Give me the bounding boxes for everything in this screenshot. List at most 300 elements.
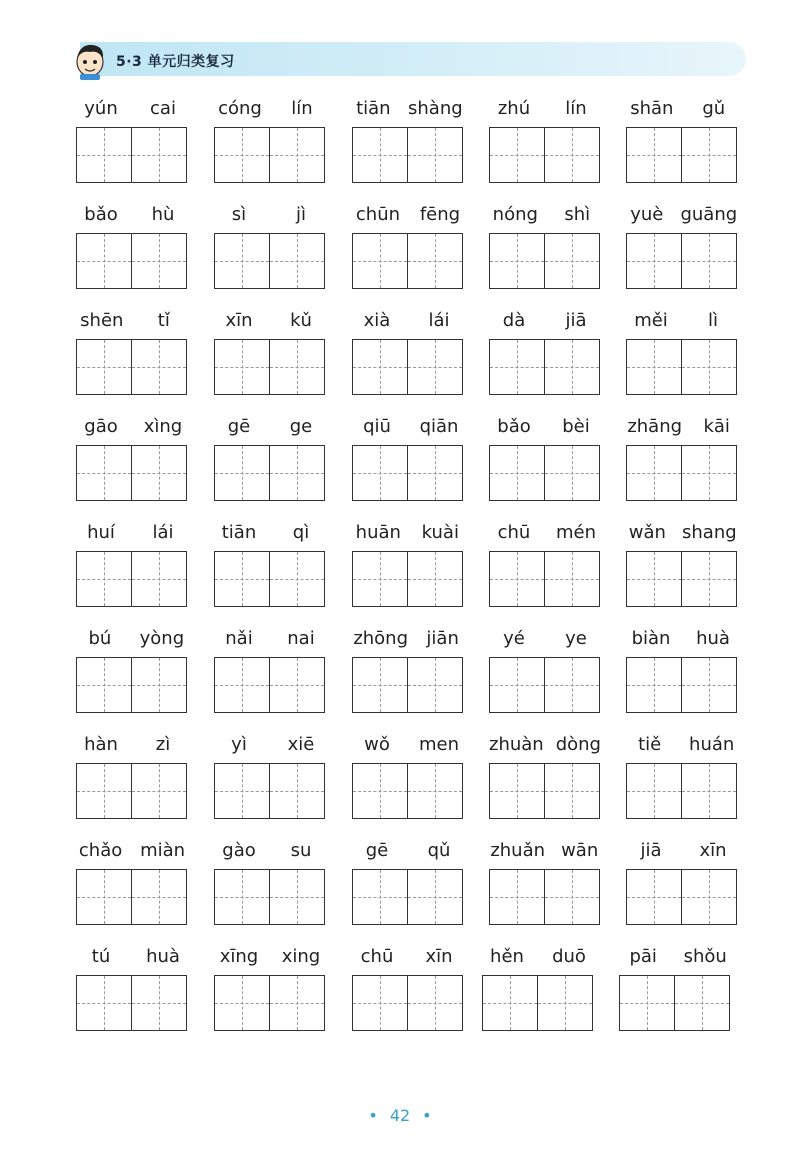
tianzige-writing-box[interactable]	[408, 975, 463, 1031]
writing-box-pair	[352, 339, 464, 395]
tianzige-writing-box[interactable]	[214, 657, 270, 713]
tianzige-writing-box[interactable]	[214, 869, 270, 925]
tianzige-writing-box[interactable]	[76, 551, 132, 607]
pinyin-syllable: tiān	[221, 521, 257, 543]
tianzige-writing-box[interactable]	[545, 869, 600, 925]
tianzige-writing-box[interactable]	[352, 233, 408, 289]
word-cell	[76, 943, 188, 1043]
word-cell	[489, 731, 601, 831]
tianzige-writing-box[interactable]	[132, 127, 187, 183]
writing-box-pair	[489, 233, 601, 289]
writing-box-pair	[76, 657, 188, 713]
writing-box-pair	[76, 975, 188, 1031]
writing-box-pair	[214, 339, 326, 395]
word-cell	[214, 307, 326, 407]
footer-dot-left: •	[368, 1106, 378, 1125]
tianzige-writing-box[interactable]	[682, 127, 737, 183]
pinyin-syllable: měi	[634, 309, 668, 331]
tianzige-writing-box[interactable]	[76, 233, 132, 289]
word-cell	[626, 307, 738, 407]
pinyin-label	[208, 837, 332, 863]
pinyin-label	[208, 943, 332, 969]
tianzige-writing-box[interactable]	[76, 657, 132, 713]
tianzige-writing-box[interactable]	[626, 763, 682, 819]
writing-box-pair	[214, 233, 326, 289]
writing-box-pair	[352, 975, 464, 1031]
word-cell	[352, 731, 464, 831]
tianzige-writing-box[interactable]	[270, 551, 325, 607]
tianzige-writing-box[interactable]	[682, 233, 737, 289]
pinyin-label	[483, 625, 607, 651]
word-cell	[76, 201, 188, 301]
pinyin-label	[208, 201, 332, 227]
tianzige-writing-box[interactable]	[545, 763, 600, 819]
tianzige-writing-box[interactable]	[352, 339, 408, 395]
tianzige-writing-box[interactable]	[214, 975, 270, 1031]
pinyin-label	[70, 943, 194, 969]
writing-box-pair	[214, 657, 326, 713]
tianzige-writing-box[interactable]	[132, 869, 187, 925]
pinyin-syllable: yún	[84, 97, 118, 119]
writing-box-pair	[214, 975, 326, 1031]
word-cell	[489, 837, 601, 937]
word-cell	[352, 519, 464, 619]
pinyin-syllable: shì	[564, 203, 591, 225]
writing-box-pair	[626, 445, 738, 501]
pinyin-syllable: lái	[428, 309, 450, 331]
pinyin-syllable: shān	[630, 97, 674, 119]
writing-box-pair	[352, 657, 464, 713]
pinyin-syllable: zì	[155, 733, 171, 755]
pinyin-label	[346, 731, 470, 757]
tianzige-writing-box[interactable]	[132, 657, 187, 713]
writing-box-pair	[214, 127, 326, 183]
pinyin-label	[70, 307, 194, 333]
pinyin-syllable: biàn	[631, 627, 671, 649]
tianzige-writing-box[interactable]	[626, 869, 682, 925]
pinyin-syllable: tiě	[638, 733, 662, 755]
word-cell	[214, 201, 326, 301]
tianzige-writing-box[interactable]	[626, 551, 682, 607]
pinyin-syllable: xià	[363, 309, 391, 331]
tianzige-writing-box[interactable]	[489, 127, 545, 183]
pinyin-syllable: chū	[497, 521, 531, 543]
tianzige-writing-box[interactable]	[408, 763, 463, 819]
writing-box-pair	[482, 975, 594, 1031]
pinyin-label	[70, 519, 194, 545]
word-cell	[214, 837, 326, 937]
pinyin-syllable: miàn	[140, 839, 186, 861]
writing-box-pair	[352, 551, 464, 607]
pinyin-syllable: xing	[281, 945, 321, 967]
tianzige-writing-box[interactable]	[682, 763, 737, 819]
pinyin-label	[346, 943, 470, 969]
pinyin-syllable: xìng	[143, 415, 183, 437]
pinyin-syllable: gē	[227, 415, 251, 437]
word-cell	[76, 95, 188, 195]
pinyin-syllable: dòng	[555, 733, 601, 755]
tianzige-writing-box[interactable]	[408, 445, 463, 501]
word-cell	[76, 837, 188, 937]
word-cell	[352, 201, 464, 301]
pinyin-label	[476, 943, 600, 969]
pinyin-syllable: chūn	[355, 203, 401, 225]
tianzige-writing-box[interactable]	[270, 763, 325, 819]
writing-box-pair	[76, 445, 188, 501]
pinyin-syllable: gào	[222, 839, 256, 861]
pinyin-syllable: huà	[146, 945, 180, 967]
pinyin-syllable: zhōng	[353, 627, 409, 649]
tianzige-writing-box[interactable]	[482, 975, 538, 1031]
pinyin-label	[620, 413, 744, 439]
tianzige-writing-box[interactable]	[352, 551, 408, 607]
writing-box-pair	[489, 657, 601, 713]
pinyin-syllable: lì	[707, 309, 718, 331]
word-cell	[626, 413, 738, 513]
writing-box-pair	[626, 869, 738, 925]
tianzige-writing-box[interactable]	[545, 551, 600, 607]
pinyin-label	[620, 625, 744, 651]
tianzige-writing-box[interactable]	[76, 975, 132, 1031]
pinyin-label	[483, 95, 607, 121]
word-cell	[352, 837, 464, 937]
writing-box-pair	[76, 233, 188, 289]
tianzige-writing-box[interactable]	[408, 339, 463, 395]
tianzige-writing-box[interactable]	[489, 445, 545, 501]
tianzige-writing-box[interactable]	[132, 975, 187, 1031]
tianzige-writing-box[interactable]	[408, 127, 463, 183]
pinyin-label	[483, 201, 607, 227]
tianzige-writing-box[interactable]	[626, 127, 682, 183]
word-cell	[489, 201, 601, 301]
tianzige-writing-box[interactable]	[682, 657, 737, 713]
pinyin-syllable: cai	[150, 97, 176, 119]
pinyin-syllable: qiū	[363, 415, 391, 437]
tianzige-writing-box[interactable]	[489, 551, 545, 607]
tianzige-writing-box[interactable]	[626, 339, 682, 395]
writing-box-pair	[489, 127, 601, 183]
tianzige-writing-box[interactable]	[132, 233, 187, 289]
tianzige-writing-box[interactable]	[270, 127, 325, 183]
tianzige-writing-box[interactable]	[352, 445, 408, 501]
word-cell	[352, 413, 464, 513]
tianzige-writing-box[interactable]	[545, 339, 600, 395]
word-cell	[619, 943, 731, 1043]
pinyin-label	[346, 837, 470, 863]
pinyin-label	[208, 413, 332, 439]
writing-box-pair	[489, 551, 601, 607]
pinyin-syllable: jì	[295, 203, 306, 225]
word-cell	[626, 625, 738, 725]
writing-box-pair	[352, 233, 464, 289]
word-cell	[76, 307, 188, 407]
tianzige-writing-box[interactable]	[132, 551, 187, 607]
writing-box-pair	[214, 551, 326, 607]
tianzige-writing-box[interactable]	[214, 763, 270, 819]
tianzige-writing-box[interactable]	[408, 657, 463, 713]
word-cell	[76, 625, 188, 725]
writing-box-pair	[352, 869, 464, 925]
word-cell	[214, 95, 326, 195]
tianzige-writing-box[interactable]	[489, 339, 545, 395]
pinyin-syllable: zhuǎn	[490, 839, 546, 861]
pinyin-syllable: bǎo	[84, 203, 118, 225]
pinyin-syllable: kǔ	[290, 309, 312, 331]
tianzige-writing-box[interactable]	[352, 763, 408, 819]
tianzige-writing-box[interactable]	[214, 339, 270, 395]
tianzige-writing-box[interactable]	[538, 975, 593, 1031]
pinyin-label	[620, 201, 744, 227]
word-cell	[214, 943, 326, 1043]
pinyin-syllable: lín	[291, 97, 313, 119]
pinyin-syllable: huán	[689, 733, 735, 755]
pinyin-label	[208, 519, 332, 545]
pinyin-syllable: tǐ	[157, 309, 170, 331]
word-cell	[352, 943, 464, 1043]
tianzige-writing-box[interactable]	[408, 869, 463, 925]
pinyin-syllable: yé	[503, 627, 525, 649]
tianzige-writing-box[interactable]	[352, 657, 408, 713]
pinyin-label	[70, 95, 194, 121]
word-cell	[76, 731, 188, 831]
pinyin-syllable: gǔ	[702, 97, 726, 119]
tianzige-writing-box[interactable]	[489, 869, 545, 925]
tianzige-writing-box[interactable]	[76, 339, 132, 395]
pinyin-syllable: huān	[355, 521, 401, 543]
writing-box-pair	[214, 445, 326, 501]
pinyin-syllable: qiān	[419, 415, 459, 437]
pinyin-syllable: wǎn	[628, 521, 666, 543]
pinyin-syllable: jiān	[426, 627, 459, 649]
tianzige-writing-box[interactable]	[270, 233, 325, 289]
word-cell	[626, 731, 738, 831]
tianzige-writing-box[interactable]	[352, 127, 408, 183]
pinyin-label	[483, 307, 607, 333]
tianzige-writing-box[interactable]	[626, 233, 682, 289]
writing-box-pair	[626, 657, 738, 713]
tianzige-writing-box[interactable]	[675, 975, 730, 1031]
tianzige-writing-box[interactable]	[132, 339, 187, 395]
writing-box-pair	[76, 763, 188, 819]
tianzige-writing-box[interactable]	[626, 657, 682, 713]
writing-box-pair	[214, 763, 326, 819]
tianzige-writing-box[interactable]	[619, 975, 675, 1031]
pinyin-syllable: zhuàn	[489, 733, 544, 755]
pinyin-syllable: shang	[682, 521, 737, 543]
pinyin-syllable: mén	[555, 521, 596, 543]
pinyin-syllable: xīn	[699, 839, 727, 861]
tianzige-writing-box[interactable]	[214, 127, 270, 183]
word-cell	[489, 307, 601, 407]
tianzige-writing-box[interactable]	[352, 975, 408, 1031]
tianzige-writing-box[interactable]	[76, 445, 132, 501]
pinyin-label	[483, 413, 607, 439]
pinyin-syllable: chū	[360, 945, 394, 967]
pinyin-syllable: su	[290, 839, 312, 861]
word-cell	[76, 413, 188, 513]
pinyin-syllable: jiā	[565, 309, 587, 331]
word-cell	[214, 413, 326, 513]
pinyin-syllable: fēng	[419, 203, 461, 225]
word-cell	[352, 307, 464, 407]
pinyin-syllable: jiā	[640, 839, 662, 861]
pinyin-syllable: xīng	[219, 945, 259, 967]
tianzige-writing-box[interactable]	[682, 551, 737, 607]
pinyin-label	[70, 837, 194, 863]
pinyin-label	[346, 95, 470, 121]
tianzige-writing-box[interactable]	[489, 233, 545, 289]
tianzige-writing-box[interactable]	[132, 445, 187, 501]
tianzige-writing-box[interactable]	[270, 339, 325, 395]
tianzige-writing-box[interactable]	[352, 869, 408, 925]
pinyin-syllable: tiān	[356, 97, 391, 119]
pinyin-label	[346, 413, 470, 439]
pinyin-label	[613, 943, 737, 969]
writing-box-pair	[489, 869, 601, 925]
pinyin-label	[70, 731, 194, 757]
pinyin-syllable: bǎo	[497, 415, 531, 437]
pinyin-syllable: huà	[696, 627, 730, 649]
word-cell	[214, 731, 326, 831]
tianzige-writing-box[interactable]	[214, 551, 270, 607]
pinyin-syllable: ge	[289, 415, 313, 437]
pinyin-syllable: yì	[231, 733, 247, 755]
pinyin-syllable: lái	[152, 521, 174, 543]
pinyin-syllable: bèi	[562, 415, 590, 437]
tianzige-writing-box[interactable]	[545, 233, 600, 289]
pinyin-syllable: hàn	[84, 733, 118, 755]
pinyin-syllable: kuài	[421, 521, 459, 543]
pinyin-syllable: huí	[87, 521, 115, 543]
tianzige-writing-box[interactable]	[270, 657, 325, 713]
pinyin-syllable: nóng	[492, 203, 538, 225]
tianzige-writing-box[interactable]	[682, 339, 737, 395]
pinyin-syllable: duō	[552, 945, 586, 967]
writing-box-pair	[626, 763, 738, 819]
writing-box-pair	[76, 339, 188, 395]
pinyin-syllable: hù	[151, 203, 175, 225]
pinyin-syllable: qì	[292, 521, 310, 543]
tianzige-writing-box[interactable]	[270, 445, 325, 501]
pinyin-label	[208, 307, 332, 333]
tianzige-writing-box[interactable]	[626, 445, 682, 501]
word-cell	[352, 625, 464, 725]
word-cell	[352, 95, 464, 195]
tianzige-writing-box[interactable]	[270, 975, 325, 1031]
tianzige-writing-box[interactable]	[214, 233, 270, 289]
pinyin-syllable: ye	[565, 627, 587, 649]
pinyin-syllable: wān	[561, 839, 599, 861]
pinyin-syllable: shàng	[408, 97, 463, 119]
pinyin-syllable: nǎi	[225, 627, 253, 649]
pinyin-syllable: yuè	[630, 203, 664, 225]
writing-box-pair	[76, 127, 188, 183]
pinyin-syllable: gē	[365, 839, 389, 861]
writing-box-pair	[626, 339, 738, 395]
page-number: 42	[389, 1106, 411, 1125]
pinyin-label	[346, 625, 470, 651]
pinyin-syllable: men	[418, 733, 459, 755]
pinyin-syllable: bú	[88, 627, 112, 649]
tianzige-writing-box[interactable]	[76, 869, 132, 925]
tianzige-writing-box[interactable]	[214, 445, 270, 501]
writing-box-pair	[626, 233, 738, 289]
writing-box-pair	[619, 975, 731, 1031]
pinyin-syllable: shǒu	[683, 945, 727, 967]
section-title: 5·3 单元归类复习	[116, 54, 235, 70]
pinyin-syllable: yòng	[139, 627, 185, 649]
tianzige-writing-box[interactable]	[682, 445, 737, 501]
word-cell	[489, 625, 601, 725]
pinyin-label	[346, 519, 470, 545]
pinyin-syllable: hěn	[490, 945, 524, 967]
tianzige-writing-box[interactable]	[408, 551, 463, 607]
word-cell	[214, 625, 326, 725]
word-cell	[76, 519, 188, 619]
word-cell	[489, 413, 601, 513]
pinyin-label	[483, 731, 607, 757]
pinyin-label	[208, 731, 332, 757]
pinyin-syllable: shēn	[80, 309, 124, 331]
pinyin-label	[620, 731, 744, 757]
writing-box-pair	[626, 127, 738, 183]
pinyin-label	[620, 837, 744, 863]
pinyin-syllable: tú	[91, 945, 111, 967]
tianzige-writing-box[interactable]	[545, 657, 600, 713]
pinyin-syllable: cóng	[218, 97, 262, 119]
tianzige-writing-box[interactable]	[682, 869, 737, 925]
writing-box-pair	[352, 763, 464, 819]
pinyin-syllable: kāi	[703, 415, 730, 437]
writing-box-pair	[214, 869, 326, 925]
writing-box-pair	[76, 869, 188, 925]
word-cell	[482, 943, 594, 1043]
pinyin-syllable: lín	[565, 97, 587, 119]
word-cell	[489, 519, 601, 619]
tianzige-writing-box[interactable]	[489, 763, 545, 819]
pinyin-label	[208, 95, 332, 121]
pinyin-syllable: gāo	[84, 415, 118, 437]
tianzige-writing-box[interactable]	[76, 127, 132, 183]
word-cell	[626, 519, 738, 619]
pinyin-syllable: dà	[502, 309, 526, 331]
word-cell	[626, 201, 738, 301]
pinyin-label	[346, 201, 470, 227]
pinyin-label	[70, 201, 194, 227]
tianzige-writing-box[interactable]	[545, 127, 600, 183]
pinyin-label	[346, 307, 470, 333]
tianzige-writing-box[interactable]	[545, 445, 600, 501]
tianzige-writing-box[interactable]	[270, 869, 325, 925]
tianzige-writing-box[interactable]	[76, 763, 132, 819]
tianzige-writing-box[interactable]	[489, 657, 545, 713]
pinyin-label	[620, 307, 744, 333]
pinyin-syllable: xīn	[425, 945, 453, 967]
pinyin-label	[483, 519, 607, 545]
writing-box-pair	[489, 445, 601, 501]
tianzige-writing-box[interactable]	[408, 233, 463, 289]
pinyin-syllable: guāng	[680, 203, 738, 225]
pinyin-syllable: zhú	[497, 97, 531, 119]
pinyin-syllable: sì	[231, 203, 247, 225]
pinyin-syllable: pāi	[629, 945, 657, 967]
pinyin-label	[70, 413, 194, 439]
writing-box-pair	[352, 127, 464, 183]
writing-box-pair	[352, 445, 464, 501]
tianzige-writing-box[interactable]	[132, 763, 187, 819]
word-cell	[214, 519, 326, 619]
pinyin-syllable: qǔ	[427, 839, 451, 861]
